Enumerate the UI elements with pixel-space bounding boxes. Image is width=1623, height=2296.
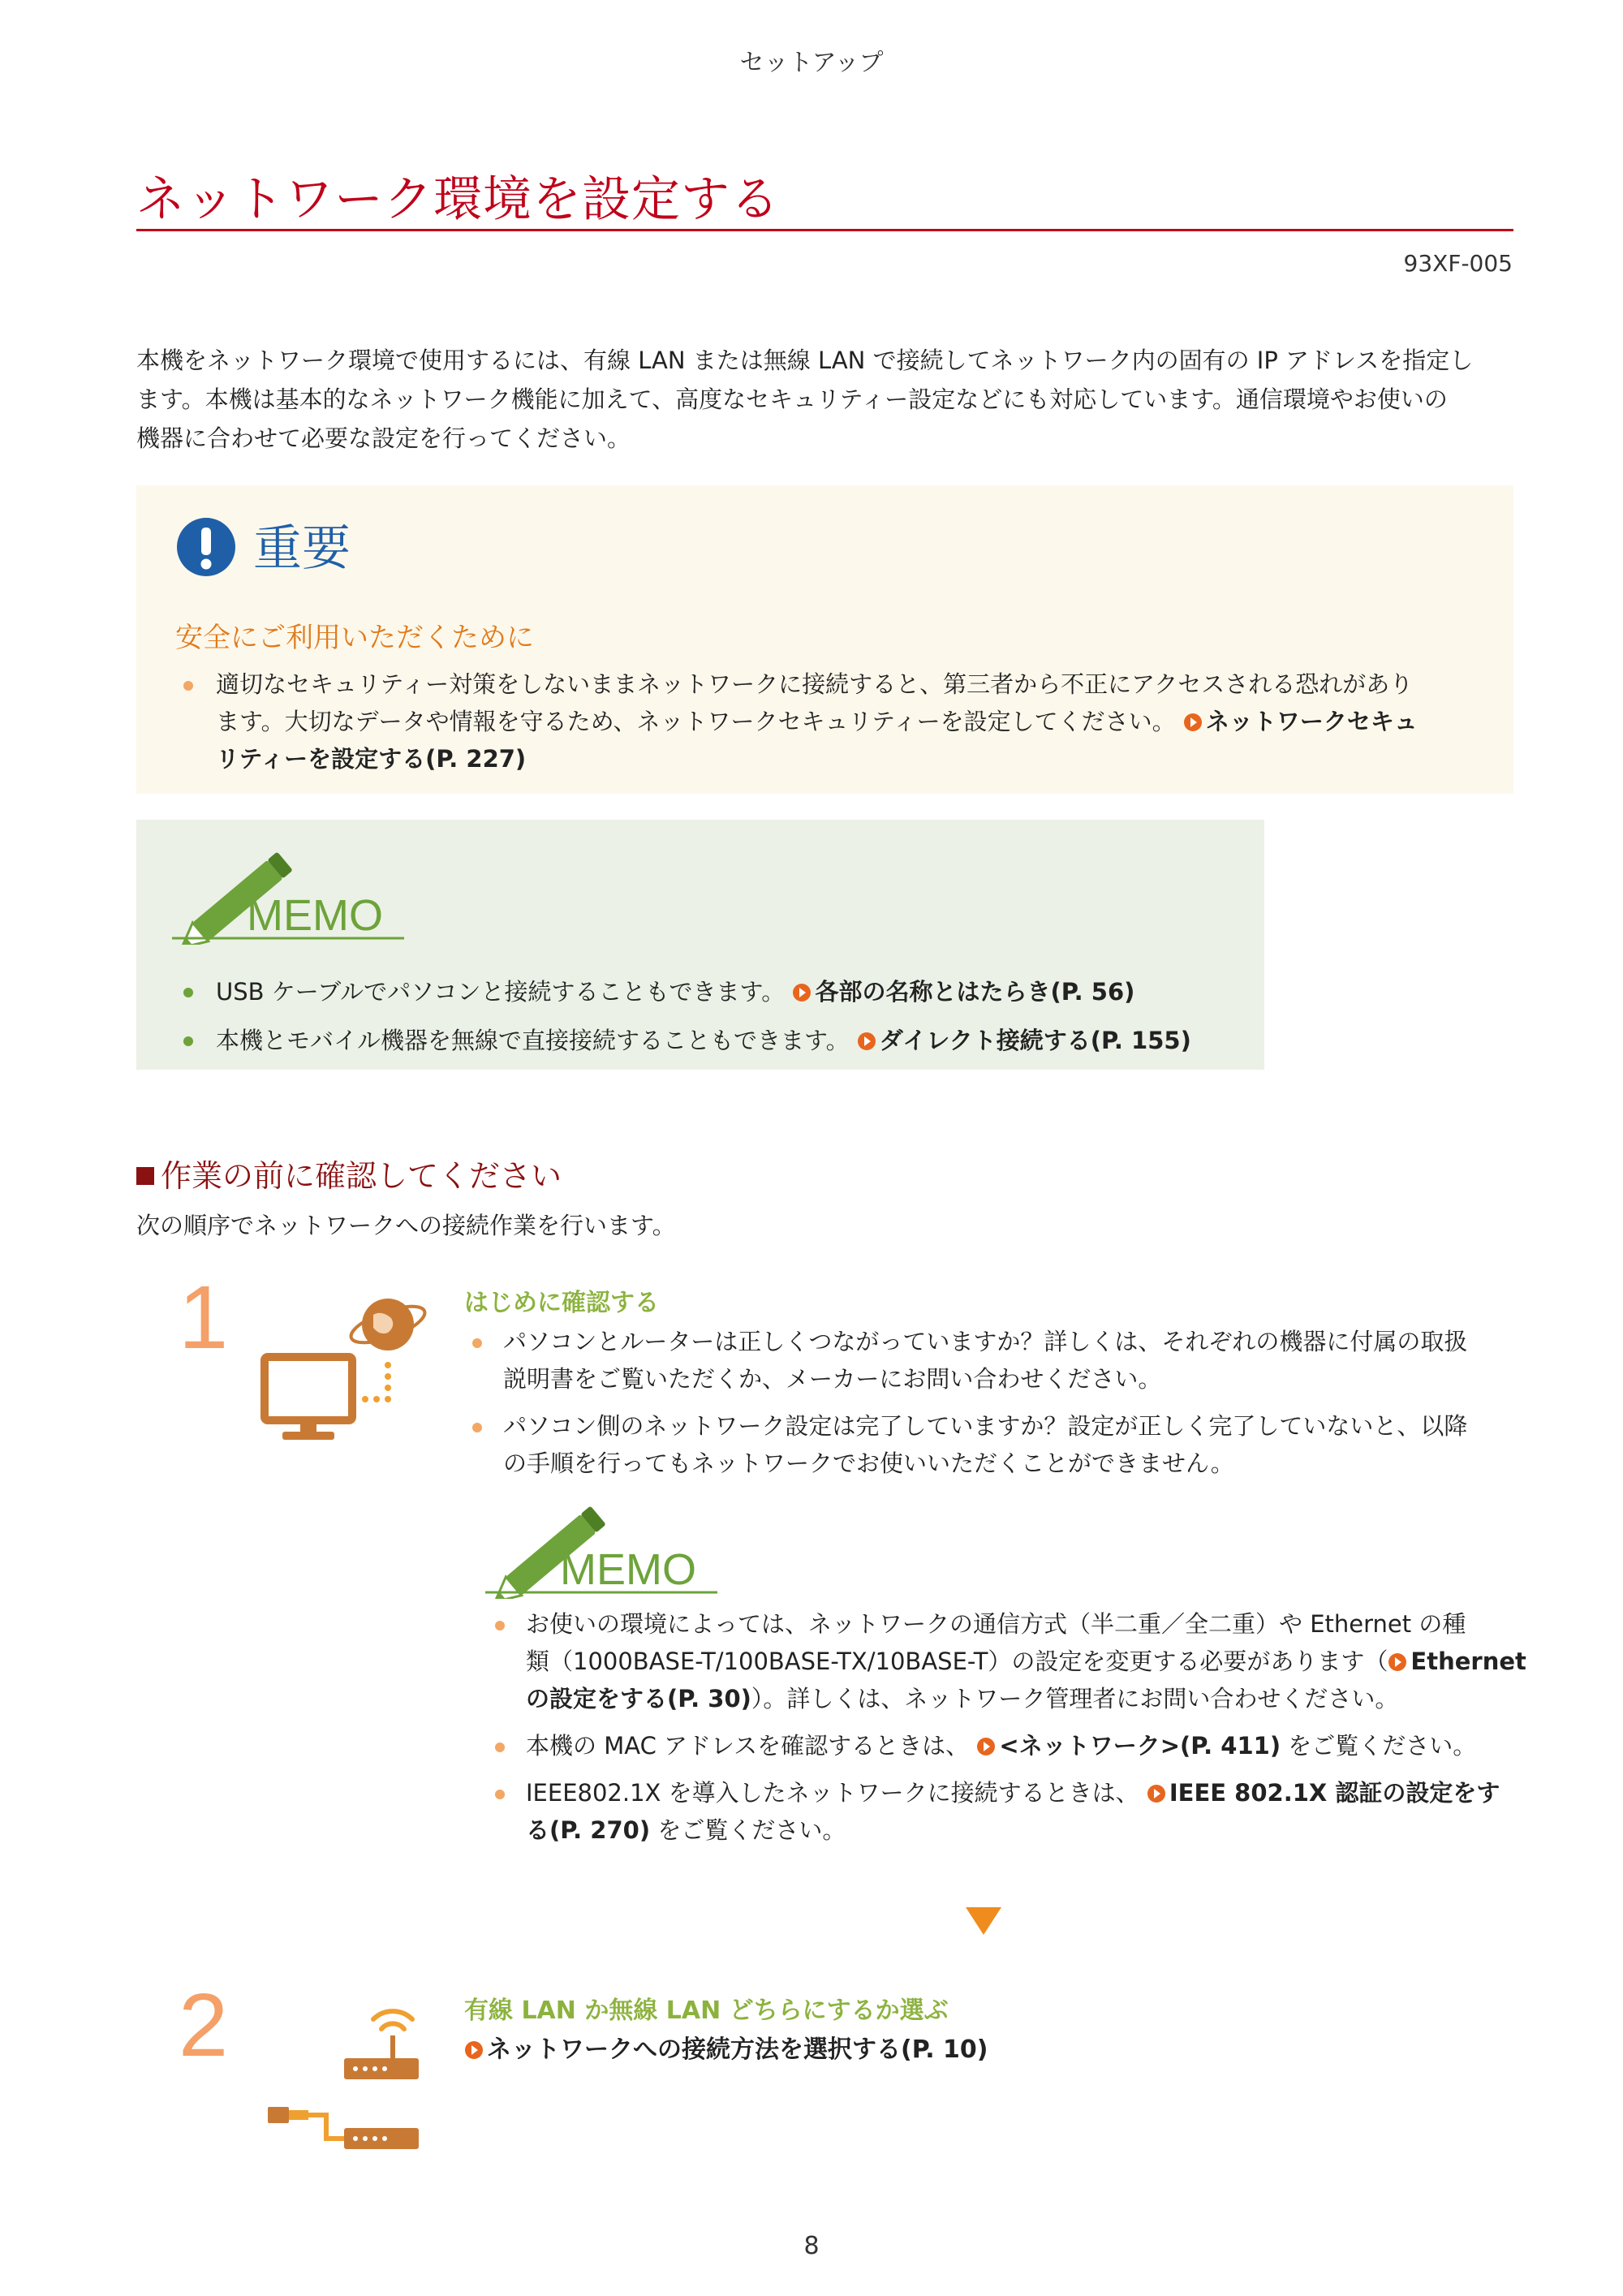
step2-title: 有線 LAN か無線 LAN どちらにするか選ぶ bbox=[464, 1997, 949, 2025]
section-heading-text: 作業の前に確認してください bbox=[161, 1158, 562, 1194]
bullet-icon bbox=[495, 1742, 505, 1752]
page-title: ネットワーク環境を設定する bbox=[136, 171, 780, 228]
step1-checklist bbox=[464, 1323, 1519, 1492]
link-text[interactable]: IEEE 802.1X 認証の設定をす bbox=[1169, 1779, 1500, 1807]
item-line: 説明書をご覧いただくか、メーカーにお問い合わせください。 bbox=[503, 1365, 1162, 1393]
item-line bbox=[526, 1774, 1518, 1811]
list-item bbox=[487, 1727, 1518, 1764]
bullet-icon bbox=[183, 681, 193, 691]
memo-label: MEMO bbox=[560, 1545, 696, 1594]
list-item bbox=[464, 1407, 1519, 1482]
step1-title: はじめに確認する bbox=[464, 1289, 659, 1317]
link-text[interactable]: の設定をする(P. 30) bbox=[526, 1685, 751, 1712]
bullet-icon bbox=[495, 1621, 505, 1630]
item-line: パソコンとルーターは正しくつながっていますか？詳しくは、それぞれの機器に付属の取扱 bbox=[503, 1328, 1468, 1355]
item-text: 本機の MAC アドレスを確認するときは、 bbox=[526, 1732, 970, 1760]
bullet-icon bbox=[183, 988, 193, 997]
document-code: 93XF-005 bbox=[1403, 250, 1513, 277]
parts-names-link[interactable] bbox=[792, 978, 1134, 1006]
section-heading bbox=[136, 1151, 562, 1195]
list-item bbox=[464, 1323, 1519, 1398]
memo-pencil-icon bbox=[170, 839, 406, 945]
bullet-icon bbox=[495, 1790, 505, 1799]
bullet-icon bbox=[183, 1036, 193, 1046]
item-line bbox=[526, 1680, 1518, 1717]
important-subheading: 安全にご利用いただくために bbox=[175, 622, 534, 654]
section-intro: 次の順序でネットワークへの接続作業を行います。 bbox=[136, 1212, 676, 1239]
list-item bbox=[175, 967, 1255, 1016]
step-number: 1 bbox=[179, 1268, 229, 1368]
item-text: ます。大切なデータや情報を守るため、ネットワークセキュリティーを設定してください。 bbox=[216, 708, 1176, 735]
link-text[interactable]: リティーを設定する(P. 227) bbox=[216, 745, 527, 773]
connection-method-link[interactable] bbox=[464, 2029, 988, 2065]
link-text[interactable]: 各部の名称とはたらき(P. 56) bbox=[815, 978, 1135, 1006]
computer-globe-icon bbox=[258, 1290, 437, 1453]
step-number: 2 bbox=[179, 1975, 229, 2075]
list-item bbox=[175, 1016, 1255, 1065]
router-icon bbox=[260, 1997, 438, 2159]
important-label: 重要 bbox=[253, 520, 351, 577]
item-line: パソコン側のネットワーク設定は完了していますか？設定が正しく完了していないと、以降 bbox=[503, 1412, 1468, 1440]
intro-line: 本機をネットワーク環境で使用するには、有線 LAN または無線 LAN で接続してネットワーク内の固有の IP アドレスを指定し bbox=[136, 347, 1474, 374]
list-item-continued bbox=[175, 703, 1498, 740]
ieee8021x-link[interactable] bbox=[1147, 1779, 1500, 1807]
item-line: の手順を行ってもネットワークでお使いいただくことができません。 bbox=[503, 1450, 1234, 1477]
link-arrow-icon bbox=[1147, 1784, 1166, 1803]
running-header: セットアップ bbox=[739, 49, 884, 77]
ethernet-settings-link[interactable] bbox=[1388, 1648, 1526, 1675]
arrow-down-icon bbox=[966, 1907, 1001, 1935]
important-list bbox=[175, 666, 1498, 778]
item-text: 本機とモバイル機器を無線で直接接続することもできます。 bbox=[216, 1027, 850, 1054]
intro-line: 機器に合わせて必要な設定を行ってください。 bbox=[136, 424, 631, 452]
link-arrow-icon bbox=[976, 1737, 996, 1756]
item-text: 類（1000BASE-T/100BASE-TX/10BASE-T）の設定を変更する必要があります（ bbox=[526, 1648, 1388, 1675]
step1-memo-list bbox=[487, 1605, 1526, 1859]
link-arrow-icon bbox=[792, 983, 812, 1002]
memo-list bbox=[175, 967, 1255, 1065]
link-text[interactable]: ネットワークセキュ bbox=[1205, 708, 1418, 735]
link-arrow-icon bbox=[464, 2040, 484, 2060]
memo-box bbox=[136, 820, 1264, 1070]
square-bullet-icon bbox=[136, 1167, 154, 1185]
link-text[interactable]: <ネットワーク>(P. 411) bbox=[999, 1732, 1281, 1760]
list-item bbox=[487, 1774, 1518, 1849]
exclamation-icon bbox=[175, 516, 237, 578]
intro-paragraph bbox=[136, 341, 1516, 458]
item-text: IEEE802.1X を導入したネットワークに接続するときは、 bbox=[526, 1779, 1139, 1807]
item-line bbox=[526, 1811, 1518, 1849]
direct-connection-link[interactable] bbox=[857, 1027, 1191, 1054]
intro-line: ます。本機は基本的なネットワーク機能に加えて、高度なセキュリティー設定などにも対応しています。通信環境やお使いの bbox=[136, 386, 1448, 413]
item-text: をご覧ください。 bbox=[657, 1816, 846, 1844]
item-line bbox=[526, 1727, 1518, 1764]
network-security-link[interactable] bbox=[1183, 708, 1418, 735]
item-text: USB ケーブルでパソコンと接続することもできます。 bbox=[216, 978, 786, 1006]
link-text[interactable]: Ethernet bbox=[1410, 1648, 1526, 1675]
list-item-continued[interactable] bbox=[175, 740, 1498, 778]
item-text: をご覧ください。 bbox=[1288, 1732, 1477, 1760]
item-line: お使いの環境によっては、ネットワークの通信方式（半二重／全二重）や Ethernet の種 bbox=[526, 1610, 1466, 1638]
link-text[interactable]: ダイレクト接続する(P. 155) bbox=[879, 1027, 1191, 1054]
title-rule bbox=[136, 229, 1513, 231]
link-text[interactable]: る(P. 270) bbox=[526, 1816, 651, 1844]
item-line bbox=[526, 1643, 1526, 1680]
list-item bbox=[487, 1605, 1526, 1717]
memo-label: MEMO bbox=[247, 891, 383, 940]
item-text: ）。詳しくは、ネットワーク管理者にお問い合わせください。 bbox=[751, 1685, 1399, 1712]
list-item bbox=[175, 666, 1498, 703]
bullet-icon bbox=[472, 1423, 482, 1432]
network-setting-link[interactable] bbox=[976, 1732, 1281, 1760]
memo-pencil-icon bbox=[484, 1493, 719, 1599]
link-arrow-icon bbox=[857, 1032, 876, 1051]
link-arrow-icon bbox=[1388, 1652, 1407, 1672]
item-text: 適切なセキュリティー対策をしないままネットワークに接続すると、第三者から不正にアクセスされる恐れがあり bbox=[216, 670, 1414, 698]
link-text[interactable]: ネットワークへの接続方法を選択する(P. 10) bbox=[487, 2035, 988, 2064]
bullet-icon bbox=[472, 1338, 482, 1348]
link-arrow-icon bbox=[1183, 713, 1203, 732]
page-number: 8 bbox=[803, 2232, 820, 2260]
important-box bbox=[136, 485, 1513, 794]
